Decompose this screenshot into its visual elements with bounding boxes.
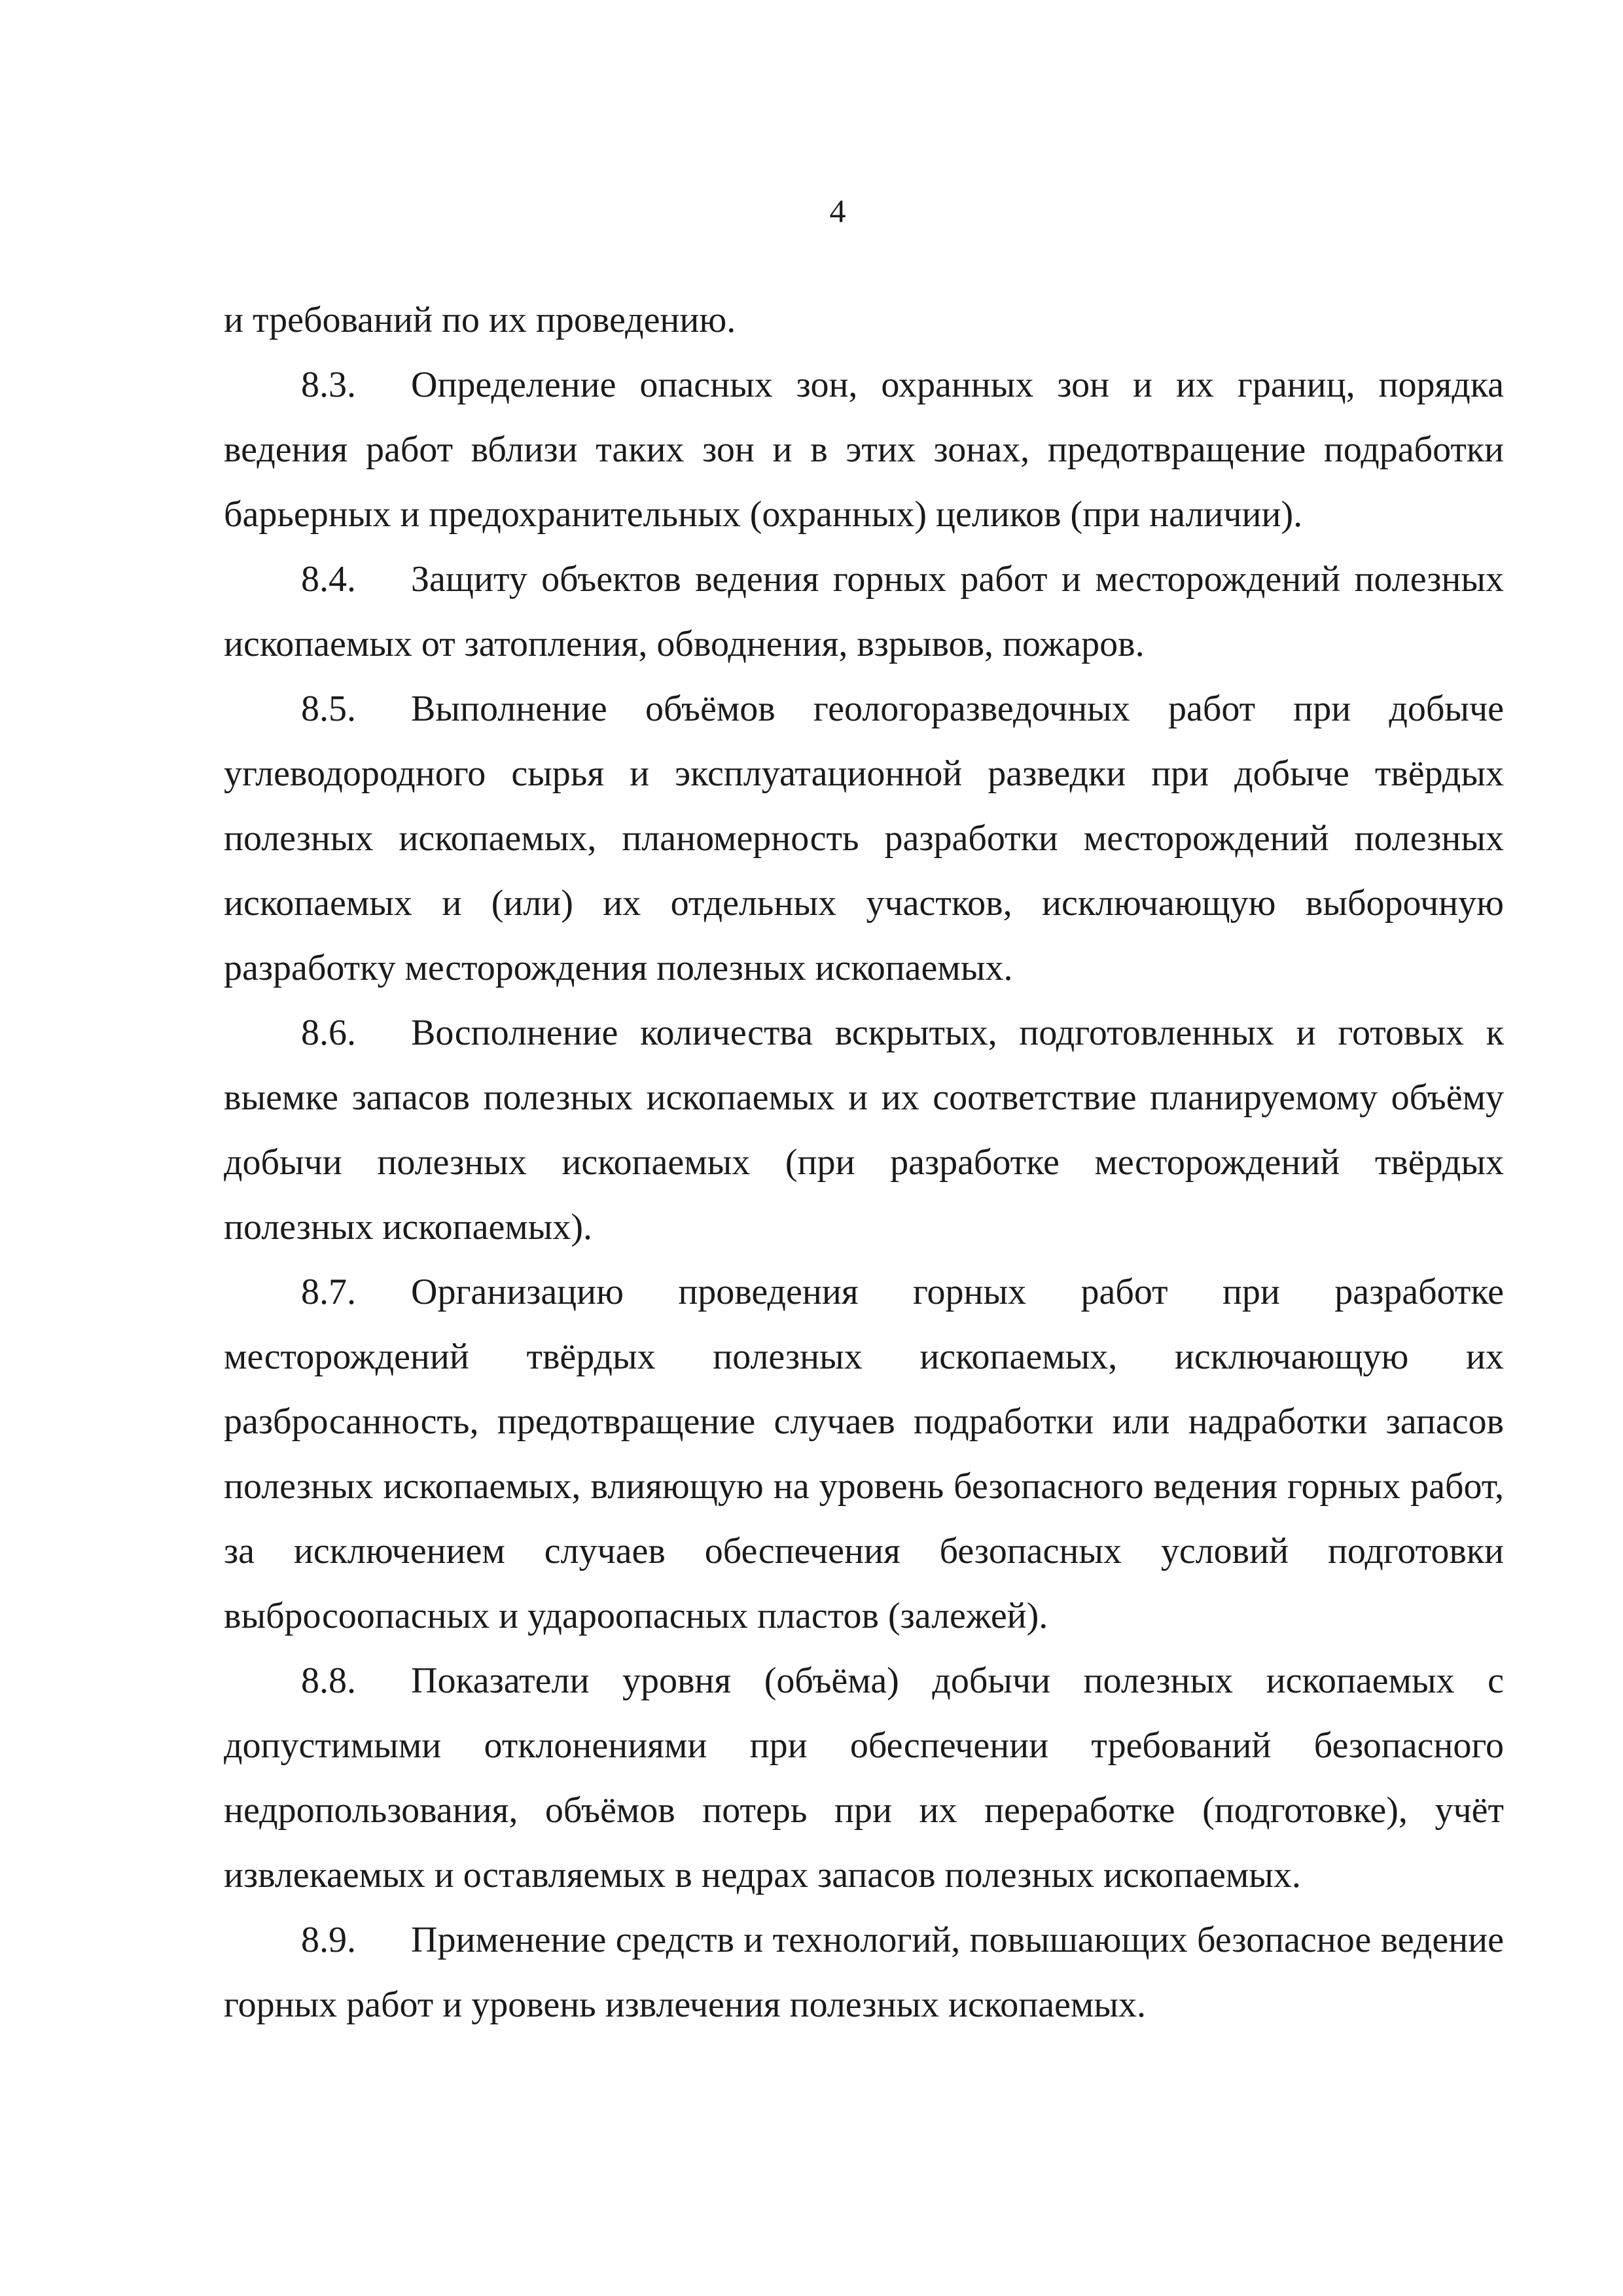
continuation-paragraph: и требований по их проведению.: [224, 300, 736, 340]
clause-8-5: [224, 677, 1504, 1001]
clause-text: Применение средств и технологий, повышающих безопасное ведение горных работ и уровень извлечения полезных ископаемых.: [224, 1920, 1504, 2025]
clause-number: 8.9.: [301, 1920, 356, 1960]
clause-8-7: [224, 1260, 1504, 1649]
clause-number: 8.5.: [301, 689, 356, 729]
clause-text: Организацию проведения горных работ при разработке месторождений твёрдых полезных ископаемых, исключающую их разбросанность, предотвращение случаев подработки или надработки запасов полезных ископаемых, влияющую на уровень безопасного ведения горных работ, за исключением случаев обеспечения безопасных условий подготовки выбросоопасных и удароопасных пластов (залежей).: [224, 1272, 1504, 1636]
clause-8-8: [224, 1649, 1504, 1908]
clause-number: 8.8.: [301, 1660, 356, 1701]
clause-number: 8.3.: [301, 365, 356, 405]
document-body: [224, 288, 1504, 2037]
clause-number: 8.4.: [301, 559, 356, 600]
clause-text: Защиту объектов ведения горных работ и месторождений полезных ископаемых от затопления, обводнения, взрывов, пожаров.: [224, 559, 1504, 664]
page-number: 4: [829, 192, 846, 229]
clause-8-6: [224, 1001, 1504, 1260]
clause-8-9: [224, 1908, 1504, 2037]
clause-text: Показатели уровня (объёма) добычи полезных ископаемых с допустимыми отклонениями при обеспечении требований безопасного недропользования, объёмов потерь при их переработке (подготовке), учёт извлекаемых и оставляемых в недрах запасов полезных ископаемых.: [224, 1660, 1504, 1895]
clause-text: Восполнение количества вскрытых, подготовленных и готовых к выемке запасов полезных ископаемых и их соответствие планируемому объёму добычи полезных ископаемых (при разработке месторождений твёрдых полезных ископаемых).: [224, 1013, 1504, 1247]
clause-text: Определение опасных зон, охранных зон и их границ, порядка ведения работ вблизи таких зон и в этих зонах, предотвращение подработки барьерных и предохранительных (охранных) целиков (при наличии).: [224, 365, 1504, 535]
clause-8-4: [224, 547, 1504, 677]
clause-8-3: [224, 353, 1504, 547]
clause-text: Выполнение объёмов геологоразведочных работ при добыче углеводородного сырья и эксплуатационной разведки при добыче твёрдых полезных ископаемых, планомерность разработки месторождений полезных ископаемых и (или) их отдельных участков, исключающую выборочную разработку месторождения полезных ископаемых.: [224, 689, 1504, 988]
clause-number: 8.6.: [301, 1013, 356, 1053]
clause-number: 8.7.: [301, 1272, 356, 1312]
